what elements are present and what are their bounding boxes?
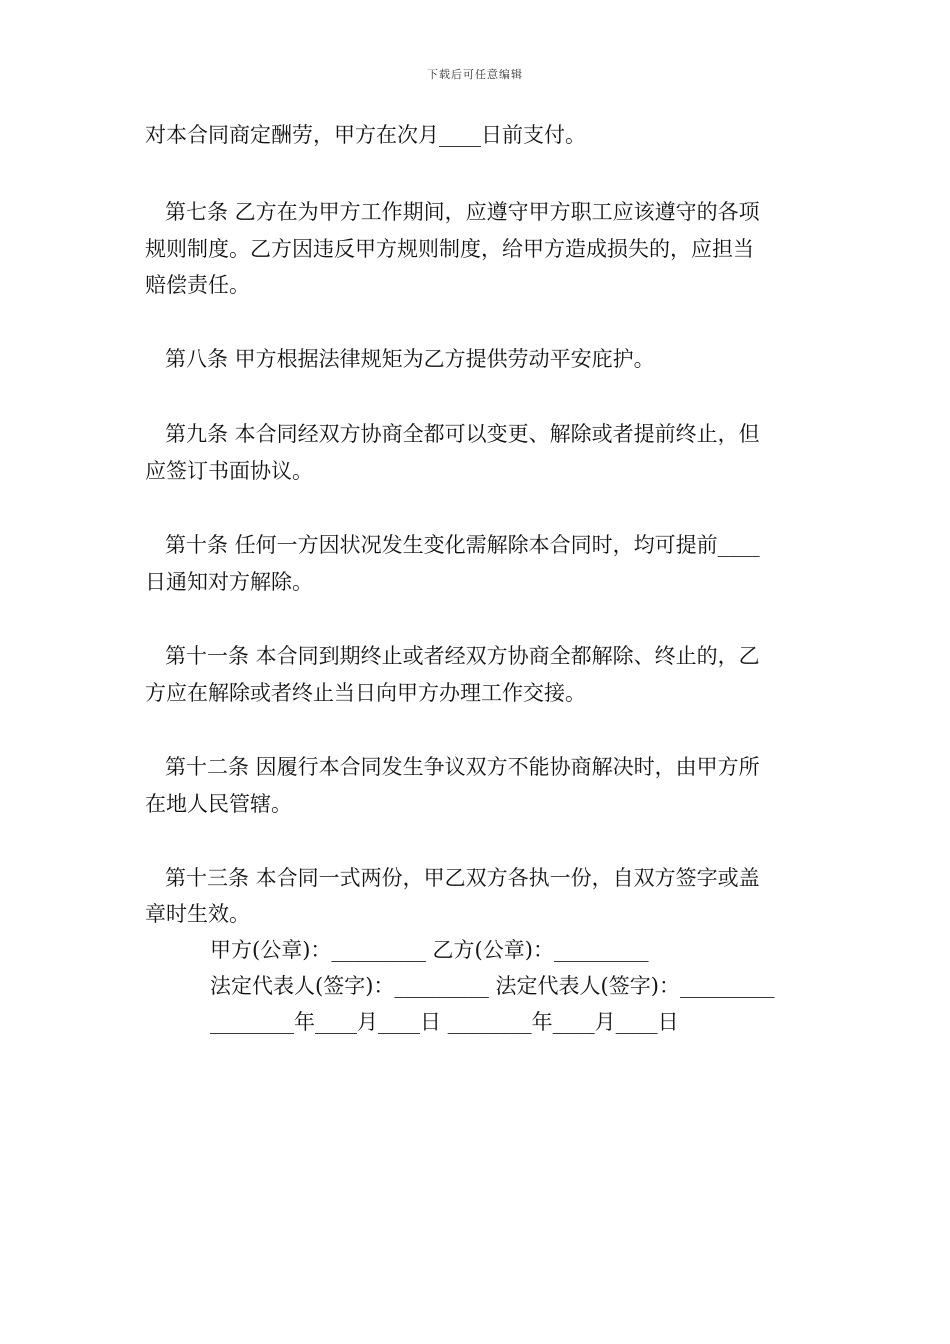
paragraph-6-tail: 对本合同商定酬劳，甲方在次月____日前支付。: [145, 123, 586, 147]
article-9-line-2: 应签订书面协议。: [145, 459, 313, 483]
article-12-line-1: 第十二条 因履行本合同发生争议双方不能协商解决时，由甲方所: [165, 755, 760, 779]
article-13-line-1: 第十三条 本合同一式两份，甲乙双方各执一份，自双方签字或盖: [165, 866, 760, 890]
representative-signature-line: 法定代表人(签字)：_________ 法定代表人(签字)：_________: [210, 974, 775, 998]
article-7-line-1: 第七条 乙方在为甲方工作期间，应遵守甲方职工应该遵守的各项: [165, 200, 760, 224]
page-header-note: 下载后可任意编辑: [427, 68, 523, 81]
article-12-line-2: 在地人民管辖。: [145, 792, 292, 816]
seal-signature-line: 甲方(公章)：_________ 乙方(公章)：_________: [210, 938, 649, 962]
article-10-line-1: 第十条 任何一方因状况发生变化需解除本合同时，均可提前____: [165, 533, 760, 557]
article-9-line-1: 第九条 本合同经双方协商全都可以变更、解除或者提前终止，但: [165, 422, 760, 446]
article-7-line-3: 赔偿责任。: [145, 273, 250, 297]
date-signature-line: ________年____月____日 ________年____月____日: [210, 1010, 679, 1034]
article-7-line-2: 规则制度。乙方因违反甲方规则制度，给甲方造成损失的，应担当: [145, 237, 754, 261]
article-11-line-2: 方应在解除或者终止当日向甲方办理工作交接。: [145, 681, 586, 705]
article-13-line-2: 章时生效。: [145, 902, 250, 926]
article-10-line-2: 日通知对方解除。: [145, 570, 313, 594]
article-8-line-1: 第八条 甲方根据法律规矩为乙方提供劳动平安庇护。: [165, 347, 655, 371]
article-11-line-1: 第十一条 本合同到期终止或者经双方协商全都解除、终止的，乙: [165, 644, 760, 668]
